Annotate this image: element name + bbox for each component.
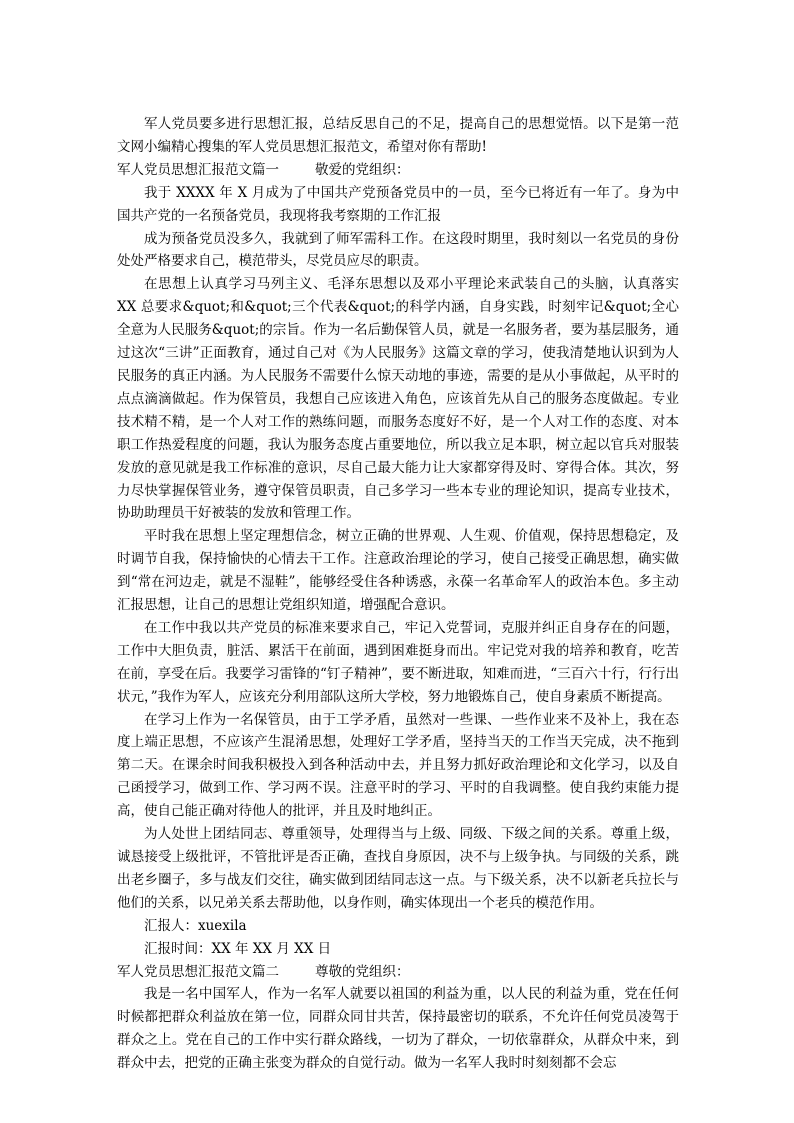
article-1-paragraph-6: 在学习上作为一名保管员，由于工学矛盾，虽然对一些课、一些作业来不及补上，我在态度上端正思想，不应该产生混淆思想，处理好工学矛盾，坚持当天的工作当天完成，决不拖到第二天。在课余时间我积极投入到各种活动中去，并且努力抓好政治理论和文化学习，以及自己函授学习，做到工作、学习两不误。注意平时的学习、平时的自我调整。使自我约束能力提高，使自己能正确对待他人的批评，并且及时地纠正。: [117, 711, 679, 820]
article-1-paragraph-4: 平时我在思想上坚定理想信念，树立正确的世界观、人生观、价值观，保持思想稳定，及时调节自我，保持愉快的心情去干工作。注意政治理论的学习，使自己接受正确思想，确实做到“常在河边走，就是不湿鞋”，能够经受住各种诱惑，永葆一名革命军人的政治本色。多主动汇报思想，让自己的思想让党组织知道，增强配合意识。: [117, 528, 679, 614]
article-1-paragraph-7: 为人处世上团结同志、尊重领导，处理得当与上级、同级、下级之间的关系。尊重上级，诚恳接受上级批评，不管批评是否正确，查找自身原因，决不与上级争执。与同级的关系，跳出老乡圈子，多与战友们交往，确实做到团结同志这一点。与下级关系，决不以新老兵拉长与他们的关系，以兄弟关系去帮助他，以身作则，确实体现出一个老兵的模范作用。: [117, 826, 679, 911]
article-2-heading: [117, 961, 679, 984]
reporter-signature: 汇报人：xuexila: [144, 917, 247, 934]
article-1-title: 军人党员思想汇报范文篇一: [117, 161, 279, 178]
article-1-paragraph-1: 我于 XXXX 年 X 月成为了中国共产党预备党员中的一员，至今已将近有一年了。身为中国共产党的一名预备党员，我现将我考察期的工作汇报: [117, 184, 679, 224]
article-1-heading: [117, 159, 679, 182]
article-2-title: 军人党员思想汇报范文篇二: [117, 963, 279, 980]
report-date: 汇报时间：XX 年 XX 月 XX 日: [144, 940, 332, 957]
article-1-salutation: 敬爱的党组织：: [315, 161, 410, 178]
article-1-paragraph-2: 成为预备党员没多久，我就到了师军需科工作。在这段时期里，我时刻以一名党员的身份处处严格要求自己，模范带头，尽党员应尽的职责。: [117, 230, 679, 270]
article-1-paragraph-5: 在工作中我以共产党员的标准来要求自己，牢记入党誓词，克服并纠正自身存在的问题，工作中大胆负责，脏活、累活干在前面，遇到困难挺身而出。牢记党对我的培养和教育，吃苦在前，享受在后。我要学习雷锋的“钉子精神”，要不断进取，知难而进，“三百六十行，行行出状元，”我作为军人，应该充分利用部队这所大学校，努力地锻炼自己，使自身素质不断提高。: [117, 619, 679, 705]
article-1-paragraph-3: 在思想上认真学习马列主义、毛泽东思想以及邓小平理论来武装自己的头脑，认真落实 XX 总要求&quot;和&quot;三个代表&quot;的科学内涵，自身实践，时刻牢记&quot;全心全意为人民服务&quot;的宗旨。作为一名后勤保管人员，就是一名服务者，要为基层服务，通过这次“三讲”正面教育，通过自己对《为人民服务》这篇文章的学习，使我清楚地认识到为人民服务的真正内涵。为人民服务不需要什么惊天动地的事迹，需要的是从小事做起，从平时的点点滴滴做起。作为保管员，我想自己应该进入角色，应该首先从自己的服务态度做起。专业技术精不精，是一个人对工作的熟练问题，而服务态度好不好，是一个人对工作的态度、对本职工作热爱程度的问题，我认为服务态度占重要地位，所以我立足本职，树立起以官兵对服装发放的意见就是我工作标准的意识，尽自己最大能力让大家都穿得及时、穿得合体。其次，努力尽快掌握保管业务，遵守保管员职责，自己多学习一些本专业的理论知识，提高专业技术，协助助理员干好被装的发放和管理工作。: [117, 276, 679, 522]
document-page: [117, 113, 679, 1075]
article-2-paragraph-1: 我是一名中国军人，作为一名军人就要以祖国的利益为重，以人民的利益为重，党在任何时候都把群众利益放在第一位，同群众同甘共苦，保持最密切的联系，不允许任何党员凌驾于群众之上。党在自己的工作中实行群众路线，一切为了群众，一切依靠群众，从群众中来，到群众中去，把党的正确主张变为群众的自觉行动。做为一名军人我时时刻刻都不会忘: [117, 986, 679, 1072]
article-2-salutation: 尊敬的党组织：: [315, 963, 410, 980]
intro-paragraph: 军人党员要多进行思想汇报，总结反思自己的不足，提高自己的思想觉悟。以下是第一范文网小编精心搜集的军人党员思想汇报范文，希望对你有帮助!: [117, 116, 679, 155]
